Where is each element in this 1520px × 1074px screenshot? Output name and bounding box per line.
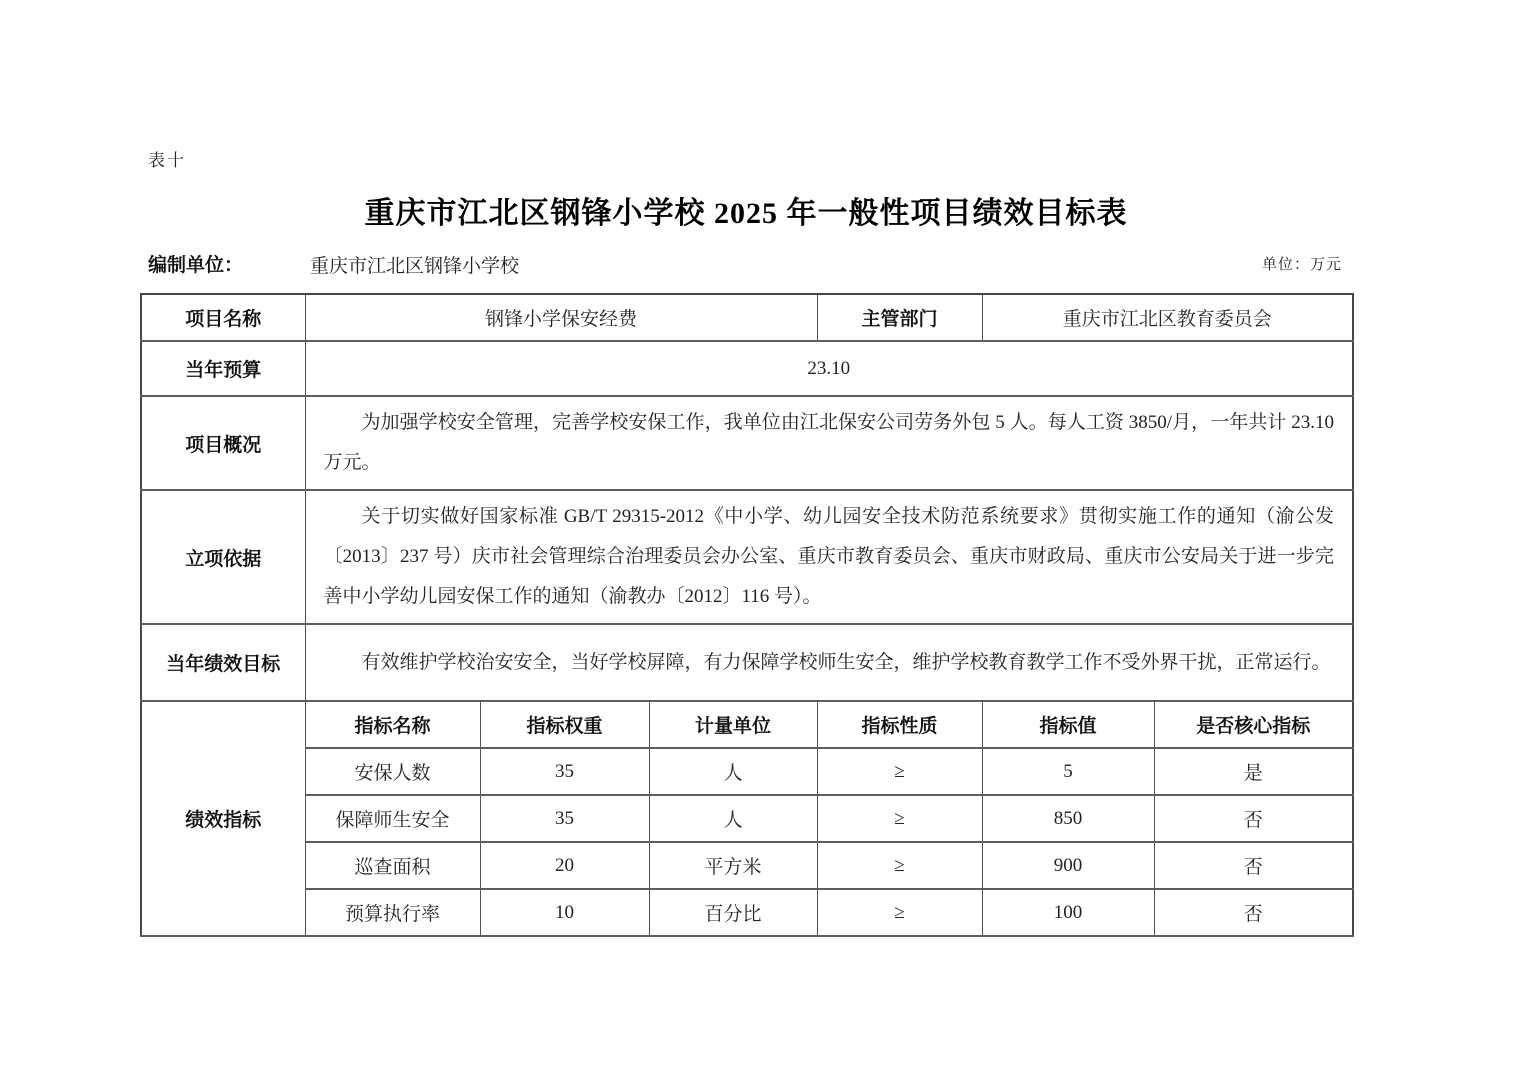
indicator-header-name: 指标名称 <box>305 701 480 748</box>
goal-label: 当年绩效目标 <box>141 624 305 701</box>
indicator-header-core: 是否核心指标 <box>1154 701 1353 748</box>
overview-label: 项目概况 <box>141 396 305 490</box>
indicator-value: 5 <box>982 748 1154 795</box>
indicator-core: 否 <box>1154 889 1353 936</box>
indicator-header-nature: 指标性质 <box>817 701 982 748</box>
indicator-unit: 百分比 <box>649 889 817 936</box>
row-indicator-headers <box>141 701 1353 748</box>
indicator-weight: 10 <box>480 889 649 936</box>
indicator-core: 否 <box>1154 842 1353 889</box>
indicator-row <box>141 842 1353 889</box>
indicator-weight: 20 <box>480 842 649 889</box>
indicator-nature: ≥ <box>817 795 982 842</box>
indicator-header-weight: 指标权重 <box>480 701 649 748</box>
basis-value: 关于切实做好国家标准 GB/T 29315-2012《中小学、幼儿园安全技术防范系统要求》贯彻实施工作的通知（渝公发〔2013〕237 号）庆市社会管理综合治理委员会办公室、重庆市教育委员会、重庆市财政局、重庆市公安局关于进一步完善中小学幼儿园安保工作的通知（渝教办〔2012〕116 号）。 <box>305 490 1353 624</box>
indicator-row <box>141 748 1353 795</box>
indicator-header-unit: 计量单位 <box>649 701 817 748</box>
indicator-value: 100 <box>982 889 1154 936</box>
budget-value: 23.10 <box>305 341 1353 396</box>
indicator-nature: ≥ <box>817 842 982 889</box>
indicator-core: 是 <box>1154 748 1353 795</box>
document-title: 重庆市江北区钢锋小学校 2025 年一般性项目绩效目标表 <box>364 197 1128 230</box>
indicator-row <box>141 889 1353 936</box>
row-budget <box>141 341 1353 396</box>
performance-target-table <box>140 293 1354 937</box>
row-basis <box>141 490 1353 624</box>
indicator-unit: 人 <box>649 795 817 842</box>
row-project-name <box>141 294 1353 341</box>
basis-label: 立项依据 <box>141 490 305 624</box>
indicator-weight: 35 <box>480 748 649 795</box>
indicator-header-value: 指标值 <box>982 701 1154 748</box>
indicator-name: 保障师生安全 <box>305 795 480 842</box>
indicator-row <box>141 795 1353 842</box>
indicator-name: 预算执行率 <box>305 889 480 936</box>
indicator-value: 900 <box>982 842 1154 889</box>
project-name-value: 钢锋小学保安经费 <box>305 294 817 341</box>
row-goal <box>141 624 1353 701</box>
indicator-nature: ≥ <box>817 748 982 795</box>
indicator-name: 安保人数 <box>305 748 480 795</box>
overview-value: 为加强学校安全管理，完善学校安保工作，我单位由江北保安公司劳务外包 5 人。每人工资 3850/月，一年共计 23.10 万元。 <box>305 396 1353 490</box>
dept-value: 重庆市江北区教育委员会 <box>982 294 1353 341</box>
goal-value: 有效维护学校治安安全，当好学校屏障，有力保障学校师生安全，维护学校教育教学工作不受外界干扰，正常运行。 <box>305 624 1353 701</box>
indicator-weight: 35 <box>480 795 649 842</box>
unit-note: 单位：万元 <box>1261 257 1342 273</box>
budget-label: 当年预算 <box>141 341 305 396</box>
meta-row <box>140 250 1352 276</box>
indicator-name: 巡查面积 <box>305 842 480 889</box>
row-overview <box>141 396 1353 490</box>
project-name-label: 项目名称 <box>141 294 305 341</box>
indicator-unit: 人 <box>649 748 817 795</box>
dept-label: 主管部门 <box>817 294 982 341</box>
prepared-by-label: 编制单位： <box>148 255 244 276</box>
indicator-nature: ≥ <box>817 889 982 936</box>
indicator-value: 850 <box>982 795 1154 842</box>
indicator-unit: 平方米 <box>649 842 817 889</box>
indicator-core: 否 <box>1154 795 1353 842</box>
table-number-label: 表十 <box>148 151 186 170</box>
indicators-section-label: 绩效指标 <box>141 701 305 936</box>
prepared-by-value: 重庆市江北区钢锋小学校 <box>310 256 520 277</box>
